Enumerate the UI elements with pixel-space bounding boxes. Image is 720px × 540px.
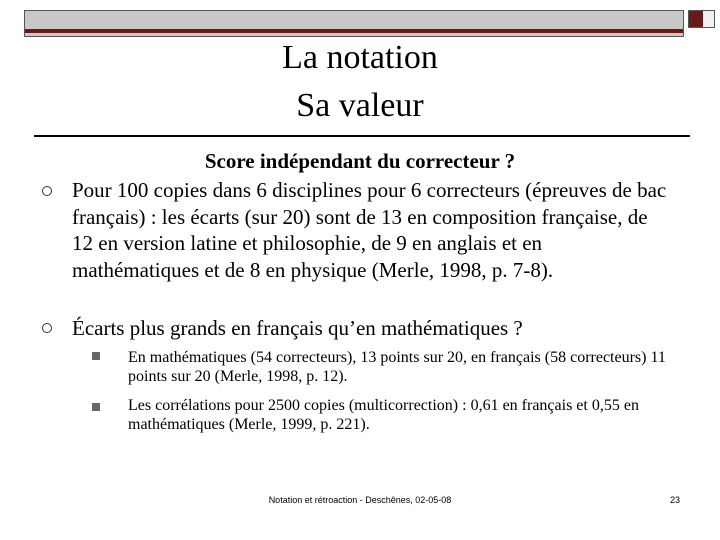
subbullet-icon xyxy=(92,403,100,411)
slide-title-line1: La notation xyxy=(282,39,438,76)
subbullet-2: Les corrélations pour 2500 copies (multicorrection) : 0,61 en français et 0,55 en mathématiques (Merle, 1999, p. 221). xyxy=(128,397,639,433)
top-decorative-band xyxy=(24,10,684,37)
subbullet-icon xyxy=(92,352,100,360)
footer-text: Notation et rétroaction - Deschênes, 02-05-08 xyxy=(268,495,452,505)
page-number: 23 xyxy=(669,495,680,505)
bullet-icon xyxy=(42,323,52,333)
bullet-1: Pour 100 copies dans 6 disciplines pour 6 correcteurs (épreuves de bac français) : les écarts (sur 20) sont de 13 en composition française, de 12 en version latine et philosophie, de 9 en anglais et en mathématiques et de 8 en physique (Merle, 1998, p. 7-8). xyxy=(72,178,667,282)
bullet-2: Écarts plus grands en français qu’en mathématiques ? xyxy=(72,316,523,340)
top-accent-line xyxy=(25,29,683,33)
subheading: Score indépendant du correcteur ? xyxy=(204,149,516,173)
bullet-icon xyxy=(42,186,52,196)
corner-square-light xyxy=(703,10,715,28)
slide-title-line2: Sa valeur xyxy=(296,87,424,124)
subbullet-1: En mathématiques (54 correcteurs), 13 points sur 20, en français (58 correcteurs) 11 points sur 20 (Merle, 1998, p. 12). xyxy=(128,349,666,385)
title-divider xyxy=(34,135,690,137)
